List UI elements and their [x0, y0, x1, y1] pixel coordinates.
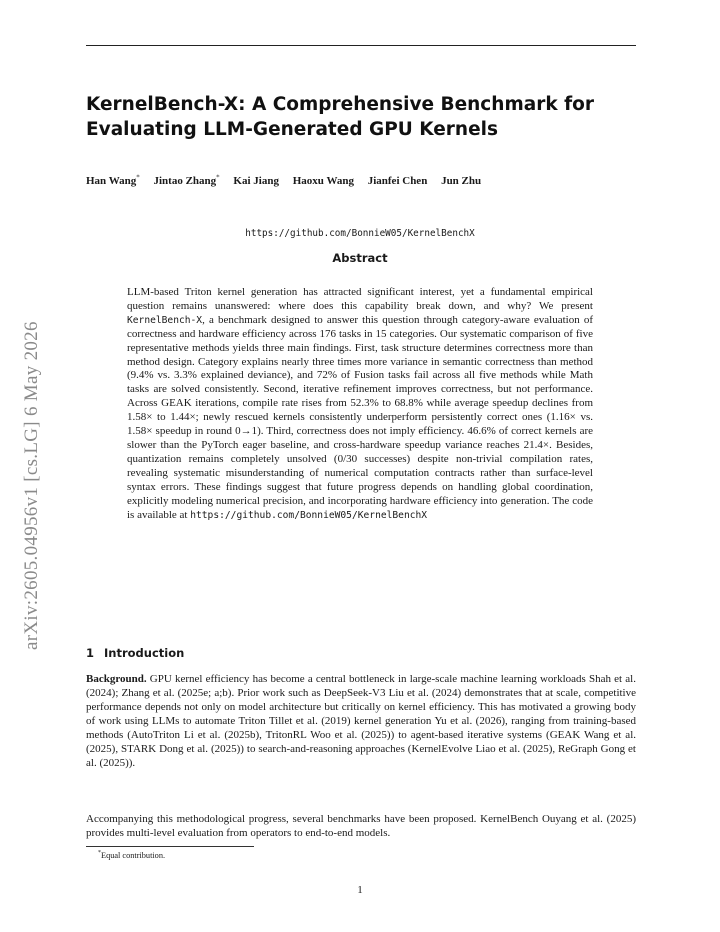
author-name: Jianfei Chen — [367, 174, 428, 187]
author-name: Han Wang — [86, 174, 137, 187]
section-number: 1 — [86, 646, 95, 660]
author — [441, 175, 481, 187]
abstract-body — [127, 286, 593, 522]
footnote-rule — [86, 846, 254, 847]
abstract-text: , a benchmark designed to answer this question through category-aware evaluation of correctness and hardware efficiency across 176 tasks in 15 categories. Our systematic comparison of five representative methods yields three main findings. First, task structure determines correctness more than method design. Category explains nearly three times more variance in semantic correctness than method (9.4% vs. 3.3% explained deviance), and 72% of Fusion tasks fail across all five methods while Math tasks are solved consistently. Second, iterative refinement improves correctness, but not performance. Across GEAK iterations, compile rate rises from 52.3% to 68.8% while average speedup declines from 1.58× to 1.44×; newly rescued kernels consistently underperform persistently correct ones (1.16× vs. 1.58× speedup in round 0→1). Third, correctness does not imply efficiency. 46.6% of correct kernels are slower than the PyTorch eager baseline, and cross-hardware speedup variance reaches 21.4×. Besides, quantization remains completely unsolved (0/30 successes) despite non-trivial compilation rates, revealing systematic misunderstanding of numerical computation contracts rather than surface-level syntax errors. These findings suggest that future progress depends on handling global coordination, explicitly modeling numerical precision, and incorporating hardware efficiency into generation. The code is available at — [127, 313, 593, 521]
author — [293, 175, 354, 187]
author — [86, 175, 140, 187]
paragraph-text: GPU kernel efficiency has become a central bottleneck in large-scale machine learning workloads Shah et al. (2024); Zhang et al. (2025e; a;b). Prior work such as DeepSeek-V3 Liu et al. (2024) demonstrates that at scale, competitive performance depends not only on model architecture but critically on kernel efficiency. This has motivated a growing body of work using LLMs to automate Triton Tillet et al. (2019) kernel generation Yu et al. (2026), ranging from training-based methods (AutoTriton Li et al. (2025b), TritonRL Woo et al. (2025)) to agent-based iterative systems (GEAK Wang et al. (2025), STARK Dong et al. (2025)) to search-and-reasoning approaches (KernelEvolve Liao et al. (2025), ReGraph Gong et al. (2025)). — [86, 673, 636, 769]
footnote-mark: * — [98, 850, 101, 856]
benchmark-name: KernelBench-X — [127, 314, 203, 326]
paragraph-lead-in: Background. — [86, 673, 147, 685]
abstract-heading: Abstract — [332, 251, 388, 265]
author-mark: * — [216, 173, 220, 181]
page-number: 1 — [357, 884, 363, 896]
code-repository-link[interactable]: https://github.com/BonnieW05/KernelBenchX — [245, 228, 475, 239]
author-list — [86, 173, 646, 187]
author-name: Haoxu Wang — [292, 174, 354, 187]
section-heading-introduction — [86, 646, 184, 660]
author-mark: * — [136, 173, 140, 181]
section-title: Introduction — [104, 646, 185, 660]
author — [233, 175, 279, 187]
author-name: Jintao Zhang — [153, 174, 217, 187]
arxiv-identifier: arXiv:2605.04956v1 [cs.LG] 6 May 2026 — [21, 321, 42, 650]
intro-paragraph — [86, 672, 636, 770]
author-name: Kai Jiang — [233, 174, 279, 187]
intro-paragraph: Accompanying this methodological progress, several benchmarks have been proposed. KernelBench Ouyang et al. (2025) provides multi-level evaluation from operators to end-to-end models. — [86, 813, 636, 839]
top-rule — [86, 45, 636, 46]
paper-title: KernelBench-X: A Comprehensive Benchmark for Evaluating LLM-Generated GPU Kernels — [86, 94, 594, 140]
abstract-code-link[interactable]: https://github.com/BonnieW05/KernelBenchX — [190, 509, 428, 521]
author-name: Jun Zhu — [441, 174, 482, 187]
footnote — [98, 850, 165, 860]
author — [154, 175, 220, 187]
abstract-text: LLM-based Triton kernel generation has attracted significant interest, yet a fundamental empirical question remains unanswered: where does this capability break down, and why? We present — [127, 286, 593, 312]
author — [368, 175, 428, 187]
footnote-text: Equal contribution. — [101, 850, 166, 860]
